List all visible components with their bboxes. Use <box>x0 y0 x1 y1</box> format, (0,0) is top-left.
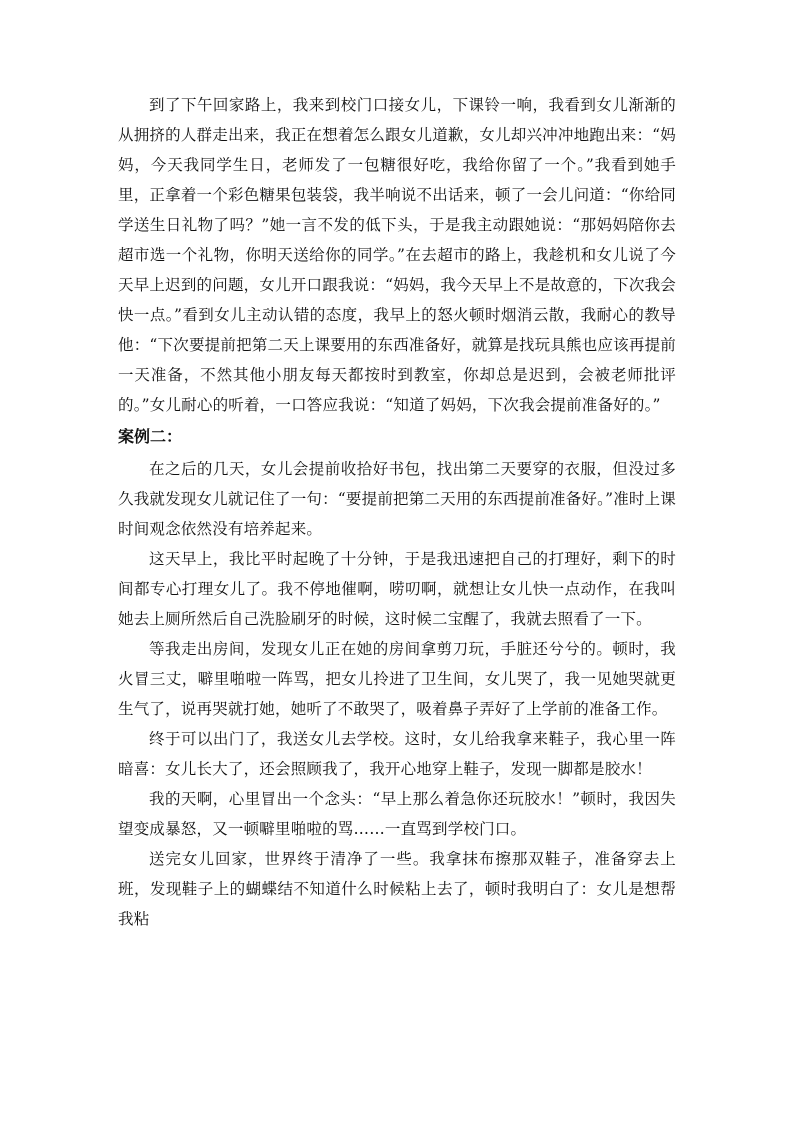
paragraph-case-6: 送完女儿回家，世界终于清净了一些。我拿抹布擦那双鞋子，准备穿去上班，发现鞋子上的蝴蝶结不知道什么时候粘上去了，顿时我明白了：女儿是想帮我粘 <box>118 850 676 928</box>
paragraph-case-4: 终于可以出门了，我送女儿去学校。这时，女儿给我拿来鞋子，我心里一阵暗喜：女儿长大了，还会照顾我了，我开心地穿上鞋子，发现一脚都是胶水！ <box>118 730 676 778</box>
paragraph-case-3: 等我走出房间，发现女儿正在她的房间拿剪刀玩，手脏还兮兮的。顿时，我火冒三丈，噼里啪啦一阵骂，把女儿拎进了卫生间，女儿哭了，我一见她哭就更生气了，说再哭就打她，她听了不敢哭了，吸着鼻子弄好了上学前的准备工作。 <box>118 640 676 718</box>
paragraph-case-5: 我的天啊，心里冒出一个念头：“早上那么着急你还玩胶水！”顿时，我因失望变成暴怒，又一顿噼里啪啦的骂……一直骂到学校门口。 <box>118 790 676 838</box>
paragraph-case-1: 在之后的几天，女儿会提前收拾好书包，找出第二天要穿的衣服，但没过多久我就发现女儿就记住了一句：“要提前把第二天用的东西提前准备好。”准时上课时间观念依然没有培养起来。 <box>118 460 677 538</box>
case-two-heading: 案例二： <box>118 427 183 446</box>
paragraph-intro: 到了下午回家路上，我来到校门口接女儿，下课铃一响，我看到女儿渐渐的从拥挤的人群走出来，我正在想着怎么跟女儿道歉，女儿却兴冲冲地跑出来：“妈妈，今天我同学生日，老师发了一包糖很好吃，我给你留了一个。”我看到她手里，正拿着一个彩色糖果包装袋，我半响说不出话来，顿了一会儿问道：“你给同学送生日礼物了吗？”她一言不发的低下头，于是我主动跟她说：“那妈妈陪你去超市选一个礼物，你明天送给你的同学。”在去超市的路上，我趁机和女儿说了今天早上迟到的问题，女儿开口跟我说：“妈妈，我今天早上不是故意的，下次我会快一点。”看到女儿主动认错的态度，我早上的怒火顿时烟消云散，我耐心的教导他：“下次要提前把第二天上课要用的东西准备好，就算是找玩具熊也应该再提前一天准备，不然其他小朋友每天都按时到教室，你却总是迟到，会被老师批评的。”女儿耐心的听着，一口答应我说：“知道了妈妈，下次我会提前准备好的。” <box>118 96 676 414</box>
paragraph-case-2: 这天早上，我比平时起晚了十分钟，于是我迅速把自己的打理好，剩下的时间都专心打理女儿了。我不停地催啊，唠叨啊，就想让女儿快一点动作，在我叫她去上厕所然后自己洗脸刷牙的时候，这时候二宝醒了，我就去照看了一下。 <box>118 550 676 628</box>
document-body <box>118 90 676 934</box>
